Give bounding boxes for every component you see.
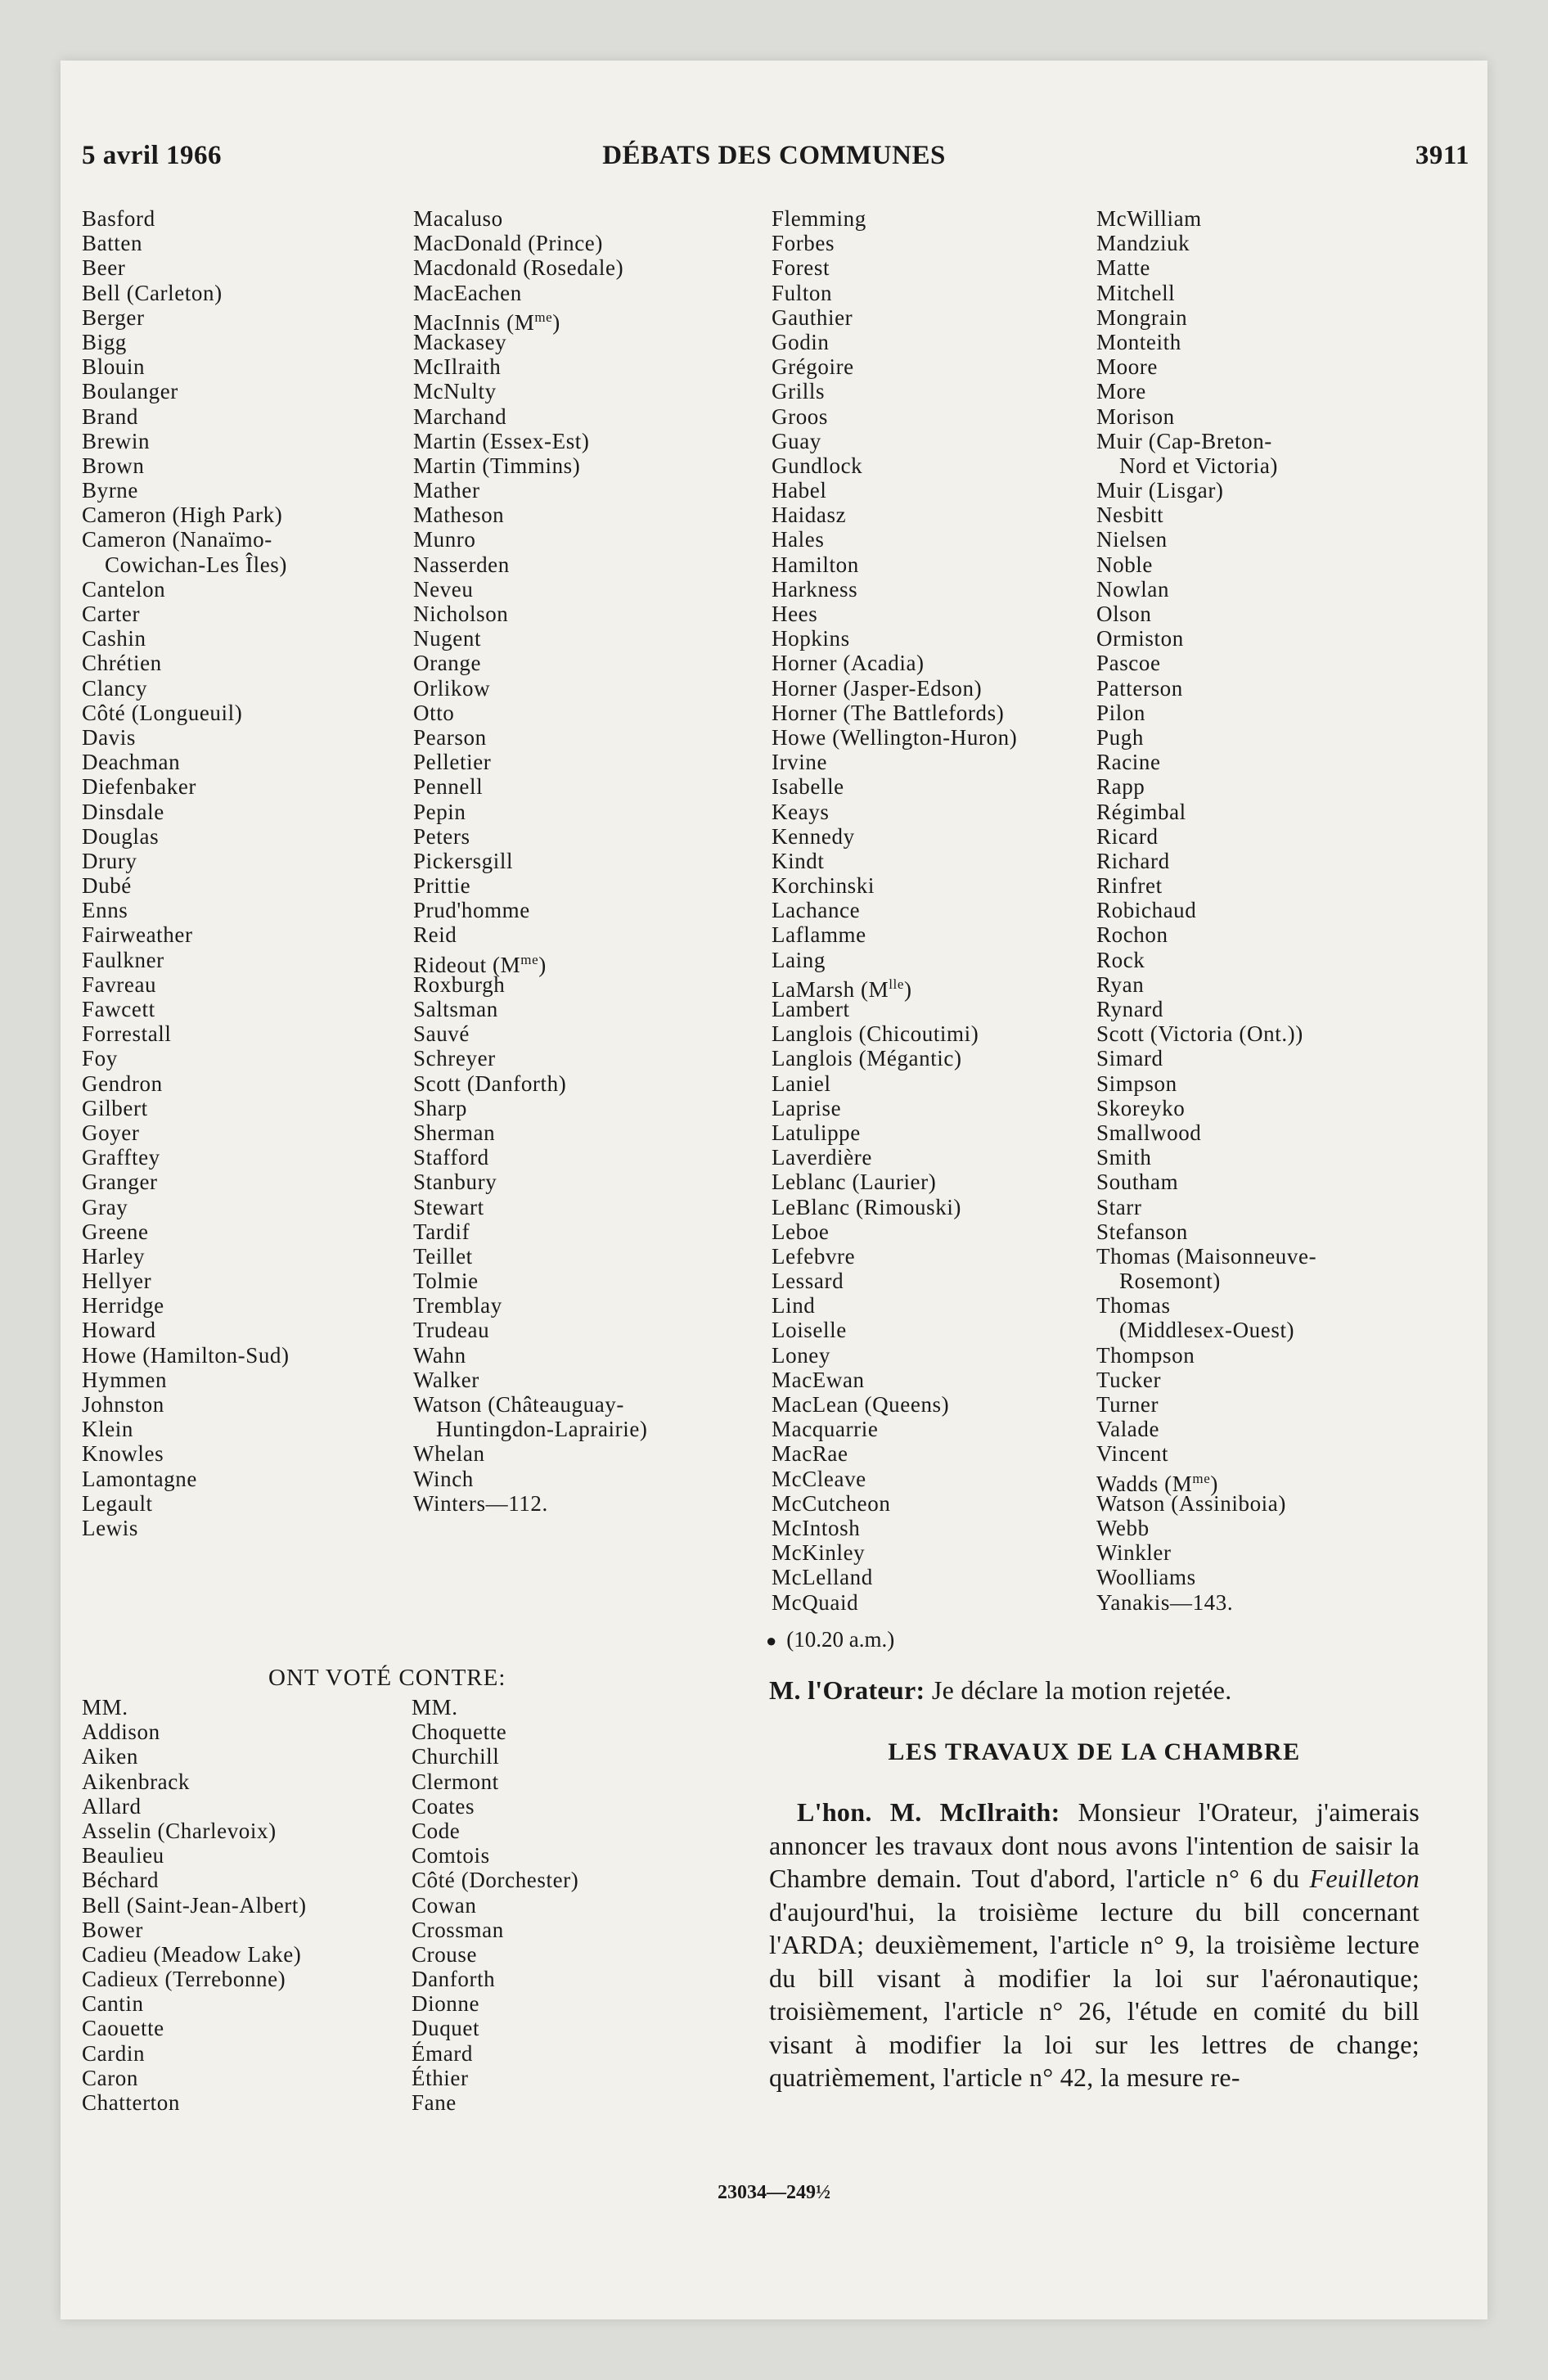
member-name: Irvine (772, 750, 828, 775)
body-text-part-1: Monsieur l'Orateur, j'aimerais annoncer les travaux dont nous avons l'intention de saisir la Chambre demain. Tout d'abord, l'article n° 6 du (769, 1797, 1420, 1893)
member-name: Reid (413, 922, 457, 948)
member-name: Webb (1096, 1515, 1150, 1540)
member-name: Langlois (Chicoutimi) (772, 1021, 979, 1047)
member-name: Robichaud (1096, 898, 1197, 923)
member-name: Watson (Assiniboia) (1096, 1490, 1286, 1516)
member-name: Addison (82, 1720, 160, 1745)
member-name: McCutcheon (772, 1490, 891, 1516)
member-name: Brand (82, 403, 138, 429)
member-name: Dinsdale (82, 799, 164, 824)
page-date: 5 avril 1966 (82, 141, 222, 170)
member-name: Mather (413, 478, 480, 503)
member-name: Harkness (772, 576, 858, 602)
member-name: McIlraith (413, 354, 502, 380)
member-name: Laniel (772, 1071, 831, 1096)
member-name: Howe (Wellington-Huron) (772, 724, 1018, 750)
member-name: Bell (Carleton) (82, 280, 223, 305)
member-name: Foy (82, 1046, 118, 1071)
member-name: Lessard (772, 1269, 844, 1294)
body-italic: Feuilleton (1309, 1864, 1420, 1893)
member-name: Korchinski (772, 873, 875, 899)
speaker-statement (769, 1674, 1420, 1707)
member-name: Diefenbaker (82, 774, 197, 800)
member-name: Hees (772, 602, 818, 626)
member-name: Forrestall (82, 1021, 172, 1047)
member-name: Sharp (413, 1095, 467, 1120)
member-name: Laflamme (772, 922, 866, 948)
member-name: Crossman (412, 1917, 504, 1942)
member-name: Stewart (413, 1194, 484, 1219)
member-name: Enns (82, 898, 128, 923)
member-name: Tardif (413, 1219, 470, 1244)
member-name: Matheson (413, 503, 505, 528)
member-name: Guay (772, 428, 821, 453)
member-name: Fulton (772, 280, 833, 305)
member-name: Martin (Timmins) (413, 453, 581, 478)
member-name: Côté (Dorchester) (412, 1868, 579, 1893)
member-name: Rochon (1096, 922, 1168, 948)
member-name: Cameron (High Park) (82, 503, 283, 528)
member-name: Cowan (412, 1892, 477, 1918)
member-name: Muir (Cap-Breton- (1096, 428, 1272, 453)
member-name: Cashin (82, 626, 146, 651)
member-name: Walker (413, 1367, 479, 1392)
member-name: Côté (Longueuil) (82, 700, 243, 725)
member-name: Pelletier (413, 750, 492, 775)
vote-pour-column-4 (1096, 206, 1316, 1615)
member-name: Duquet (412, 2016, 480, 2041)
member-name: Berger (82, 304, 145, 330)
member-name: Choquette (412, 1720, 507, 1745)
member-name: Mongrain (1096, 304, 1188, 330)
member-name: Hellyer (82, 1269, 152, 1294)
member-name: Dionne (412, 1991, 480, 2017)
member-name: Rock (1096, 947, 1145, 972)
member-name: MacRae (772, 1441, 848, 1467)
member-name: Bower (82, 1917, 143, 1942)
member-name: Legault (82, 1490, 153, 1516)
member-name: Richard (1096, 848, 1170, 873)
member-name: Nasserden (413, 552, 510, 577)
member-name: Scott (Victoria (Ont.)) (1096, 1021, 1303, 1047)
member-name: Grafftey (82, 1145, 160, 1170)
member-name: Prittie (413, 873, 471, 899)
member-name: Grégoire (772, 354, 854, 380)
vote-pour-column-2 (413, 206, 648, 1516)
member-name: Leboe (772, 1219, 830, 1244)
member-name: Schreyer (413, 1046, 496, 1071)
member-name: Thomas (1096, 1293, 1171, 1318)
member-name: Pascoe (1096, 651, 1161, 676)
member-name: Brown (82, 453, 145, 478)
member-name: Éthier (412, 2065, 469, 2090)
member-name: Loney (772, 1342, 830, 1368)
member-name: Thompson (1096, 1342, 1195, 1368)
member-name: Mandziuk (1096, 231, 1190, 256)
member-name: Winters—112. (413, 1490, 548, 1516)
member-name: Basford (82, 206, 155, 231)
member-name: Kennedy (772, 823, 855, 849)
member-name: Lewis (82, 1515, 138, 1540)
member-name: Macaluso (413, 206, 503, 231)
member-name: Saltsman (413, 997, 498, 1021)
member-name: Béchard (82, 1868, 160, 1893)
member-name: Grills (772, 379, 826, 404)
member-name: MM. (82, 1695, 128, 1720)
member-name: MacDonald (Prince) (413, 231, 603, 256)
page-title: DÉBATS DES COMMUNES (602, 141, 946, 170)
member-name: Pugh (1096, 724, 1144, 750)
member-name: Brewin (82, 428, 151, 453)
member-name: Johnston (82, 1392, 164, 1417)
member-name: Rosemont) (1119, 1269, 1221, 1294)
member-name: Isabelle (772, 774, 844, 800)
member-name: Latulippe (772, 1120, 861, 1145)
member-name: Muir (Lisgar) (1096, 478, 1224, 503)
member-name: Fane (412, 2090, 457, 2115)
member-name: Nesbitt (1096, 503, 1164, 528)
member-name: Nicholson (413, 602, 509, 626)
member-name: Stefanson (1096, 1219, 1188, 1244)
member-name: Clermont (412, 1769, 499, 1794)
member-name: Valade (1096, 1417, 1160, 1442)
member-name: Cadieux (Terrebonne) (82, 1967, 286, 1992)
member-name: Gauthier (772, 304, 853, 330)
member-name: Lefebvre (772, 1243, 856, 1269)
member-name: McLelland (772, 1565, 873, 1590)
vote-pour-column-1 (82, 206, 290, 1540)
member-name: Douglas (82, 823, 160, 849)
member-name: Tolmie (413, 1269, 479, 1294)
member-name: McCleave (772, 1466, 866, 1491)
member-name: Godin (772, 329, 830, 354)
body-text-part-2: d'aujourd'hui, la troisième lecture du bill concernant l'ARDA; deuxièmement, l'article n° 9, la troisième lecture du bill visant à modifier la loi sur l'aéronautique; troisièmement, l'article n° 26, l'étude en comité du bill visant à modifier la loi sur les lettres de change; quatrièmement, l'article n° 42, la mesure re- (769, 1896, 1420, 2092)
member-name: MacLean (Queens) (772, 1392, 950, 1417)
member-name: McWilliam (1096, 206, 1202, 231)
member-name: Gray (82, 1194, 128, 1219)
member-name: Wadds $(M^{me})$ (1096, 1470, 1218, 1496)
member-name: McQuaid (772, 1589, 859, 1615)
member-name: Munro (413, 527, 476, 552)
member-name: Danforth (412, 1967, 496, 1992)
member-name: Dubé (82, 873, 132, 899)
member-name: Byrne (82, 478, 138, 503)
member-name: Orange (413, 651, 482, 676)
member-name: Mackasey (413, 329, 507, 354)
member-name: Favreau (82, 971, 157, 997)
member-name: Cameron (Nanaïmo- (82, 527, 272, 552)
member-name: Huntingdon-Laprairie) (436, 1417, 648, 1442)
member-name: Hopkins (772, 626, 850, 651)
member-name: Bigg (82, 329, 127, 354)
statement-text: Je déclare la motion rejetée. (931, 1675, 1232, 1705)
member-name: Woolliams (1096, 1565, 1196, 1590)
member-name: Kindt (772, 848, 825, 873)
member-name: Langlois (Mégantic) (772, 1046, 962, 1071)
member-name: Knowles (82, 1441, 164, 1467)
member-name: Boulanger (82, 379, 178, 404)
member-name: Asselin (Charlevoix) (82, 1818, 277, 1843)
member-name: Cantelon (82, 576, 166, 602)
member-name: Pilon (1096, 700, 1146, 725)
member-name: Herridge (82, 1293, 164, 1318)
member-name: MacEwan (772, 1367, 865, 1392)
member-name: Marchand (413, 403, 507, 429)
member-name: Greene (82, 1219, 149, 1244)
member-name: Fairweather (82, 922, 193, 948)
member-name: Southam (1096, 1170, 1179, 1195)
member-name: Caron (82, 2065, 138, 2090)
member-name: Howe (Hamilton-Sud) (82, 1342, 290, 1368)
member-name: Nugent (413, 626, 482, 651)
member-name: Keays (772, 799, 830, 824)
member-name: Smith (1096, 1145, 1152, 1170)
member-name: Ryan (1096, 971, 1145, 997)
member-name: Wahn (413, 1342, 466, 1368)
member-name: Code (412, 1818, 461, 1843)
member-name: Rapp (1096, 774, 1145, 800)
member-name: Cadieu (Meadow Lake) (82, 1941, 302, 1967)
member-name: LeBlanc (Rimouski) (772, 1194, 962, 1219)
member-name: Smallwood (1096, 1120, 1202, 1145)
member-name: Aikenbrack (82, 1769, 190, 1794)
member-name: Laing (772, 947, 826, 972)
member-name: Noble (1096, 552, 1153, 577)
member-name: Stanbury (413, 1170, 497, 1195)
member-name: Olson (1096, 602, 1152, 626)
member-name: Bell (Saint-Jean-Albert) (82, 1892, 307, 1918)
timestamp-text: (10.20 a.m.) (786, 1627, 895, 1652)
member-name: Pennell (413, 774, 484, 800)
member-name: Comtois (412, 1843, 490, 1868)
member-name: Macquarrie (772, 1417, 879, 1442)
member-name: More (1096, 379, 1146, 404)
member-name: Forbes (772, 231, 835, 256)
member-name: Loiselle (772, 1318, 847, 1343)
member-name: Rynard (1096, 997, 1164, 1021)
member-name: Lachance (772, 898, 861, 923)
member-name: Trudeau (413, 1318, 490, 1343)
member-name: McKinley (772, 1540, 866, 1566)
vote-contre-column-1 (82, 1695, 307, 2115)
member-name: Beer (82, 255, 126, 281)
member-name: Racine (1096, 750, 1161, 775)
member-name: Hamilton (772, 552, 859, 577)
member-name: Sherman (413, 1120, 496, 1145)
member-name: Cantin (82, 1991, 144, 2017)
member-name: Drury (82, 848, 137, 873)
member-name: Caouette (82, 2016, 164, 2041)
member-name: Simpson (1096, 1071, 1177, 1096)
member-name: Simard (1096, 1046, 1163, 1071)
member-name: Rinfret (1096, 873, 1163, 899)
member-name: Neveu (413, 576, 474, 602)
member-name: Ormiston (1096, 626, 1184, 651)
timestamp (766, 1627, 894, 1652)
member-name: Hymmen (82, 1367, 168, 1392)
member-name: Morison (1096, 403, 1175, 429)
member-name: Watson (Châteauguay- (413, 1392, 624, 1417)
member-name: LaMarsh $(M^{lle})$ (772, 976, 912, 1002)
member-name: Prud'homme (413, 898, 530, 923)
member-name: Groos (772, 403, 828, 429)
member-name: McIntosh (772, 1515, 861, 1540)
member-name: Teillet (413, 1243, 473, 1269)
member-name: Macdonald (Rosedale) (413, 255, 624, 281)
member-name: McNulty (413, 379, 497, 404)
member-name: Churchill (412, 1744, 500, 1769)
member-name: Mitchell (1096, 280, 1176, 305)
member-name: Forest (772, 255, 830, 281)
member-name: Haidasz (772, 503, 847, 528)
speaker-name: L'hon. M. McIlraith: (797, 1797, 1060, 1827)
member-name: Matte (1096, 255, 1150, 281)
member-name: Régimbal (1096, 799, 1186, 824)
member-name: Thomas (Maisonneuve- (1096, 1243, 1317, 1269)
member-name: Stafford (413, 1145, 489, 1170)
member-name: Cardin (82, 2040, 146, 2066)
member-name: Tremblay (413, 1293, 502, 1318)
vote-contre-column-2 (412, 1695, 578, 2115)
member-name: Chrétien (82, 651, 162, 676)
page-number: 3911 (1415, 141, 1469, 170)
member-name: Tucker (1096, 1367, 1162, 1392)
vote-contre-heading: ONT VOTÉ CONTRE: (268, 1665, 506, 1691)
member-name: Clancy (82, 675, 148, 701)
member-name: Roxburgh (413, 971, 506, 997)
member-name: MM. (412, 1695, 458, 1720)
bullet-icon: ● (766, 1630, 777, 1651)
member-name: Habel (772, 478, 827, 503)
member-name: Horner (Jasper-Edson) (772, 675, 983, 701)
section-title: LES TRAVAUX DE LA CHAMBRE (888, 1738, 1301, 1765)
member-name: Klein (82, 1417, 133, 1442)
member-name: Hales (772, 527, 825, 552)
member-name: Lamontagne (82, 1466, 197, 1491)
member-name: Winkler (1096, 1540, 1172, 1566)
member-name: Pepin (413, 799, 466, 824)
member-name: Lambert (772, 997, 850, 1021)
member-name: Pickersgill (413, 848, 514, 873)
member-name: Carter (82, 602, 141, 626)
member-name: Pearson (413, 724, 487, 750)
member-name: Flemming (772, 206, 866, 231)
member-name: Crouse (412, 1941, 478, 1967)
member-name: Blouin (82, 354, 146, 380)
member-name: Cowichan-Les Îles) (105, 552, 287, 577)
member-name: MacEachen (413, 280, 522, 305)
member-name: Howard (82, 1318, 156, 1343)
member-name: Orlikow (413, 675, 491, 701)
member-name: Goyer (82, 1120, 140, 1145)
vote-pour-column-3 (772, 206, 1017, 1615)
speaker-name: M. l'Orateur: (769, 1675, 925, 1705)
member-name: Leblanc (Laurier) (772, 1170, 937, 1195)
member-name: Skoreyko (1096, 1095, 1186, 1120)
member-name: Laprise (772, 1095, 842, 1120)
member-name: Sauvé (413, 1021, 470, 1047)
member-name: Starr (1096, 1194, 1142, 1219)
member-name: Faulkner (82, 947, 164, 972)
member-name: Whelan (413, 1441, 485, 1467)
member-name: Patterson (1096, 675, 1183, 701)
member-name: Fawcett (82, 997, 155, 1021)
member-name: Peters (413, 823, 470, 849)
member-name: Gilbert (82, 1095, 148, 1120)
footer-code: 23034—249½ (718, 2182, 830, 2203)
section-body (769, 1796, 1420, 2176)
member-name: Nowlan (1096, 576, 1170, 602)
member-name: Yanakis—143. (1096, 1589, 1234, 1615)
member-name: Lind (772, 1293, 816, 1318)
member-name: Davis (82, 724, 136, 750)
member-name: Gendron (82, 1071, 163, 1096)
member-name: Harley (82, 1243, 146, 1269)
member-name: Martin (Essex-Est) (413, 428, 590, 453)
member-name: Aiken (82, 1744, 138, 1769)
member-name: Nielsen (1096, 527, 1168, 552)
member-name: Rideout $(M^{me})$ (413, 951, 547, 977)
member-name: Horner (Acadia) (772, 651, 925, 676)
member-name: Allard (82, 1793, 142, 1819)
member-name: Monteith (1096, 329, 1181, 354)
member-name: Scott (Danforth) (413, 1071, 567, 1096)
member-name: Chatterton (82, 2090, 180, 2115)
member-name: Laverdière (772, 1145, 872, 1170)
member-name: Émard (412, 2040, 473, 2066)
member-name: Winch (413, 1466, 474, 1491)
member-name: Horner (The Battlefords) (772, 700, 1005, 725)
member-name: Granger (82, 1170, 158, 1195)
member-name: (Middlesex-Ouest) (1119, 1318, 1295, 1343)
member-name: Nord et Victoria) (1119, 453, 1279, 478)
member-name: Beaulieu (82, 1843, 164, 1868)
member-name: Ricard (1096, 823, 1159, 849)
member-name: Coates (412, 1793, 475, 1819)
member-name: Otto (413, 700, 455, 725)
member-name: Deachman (82, 750, 181, 775)
member-name: Turner (1096, 1392, 1159, 1417)
member-name: Moore (1096, 354, 1158, 380)
member-name: Gundlock (772, 453, 863, 478)
member-name: Vincent (1096, 1441, 1169, 1467)
member-name: MacInnis $(M^{me})$ (413, 309, 560, 335)
member-name: Batten (82, 231, 143, 256)
